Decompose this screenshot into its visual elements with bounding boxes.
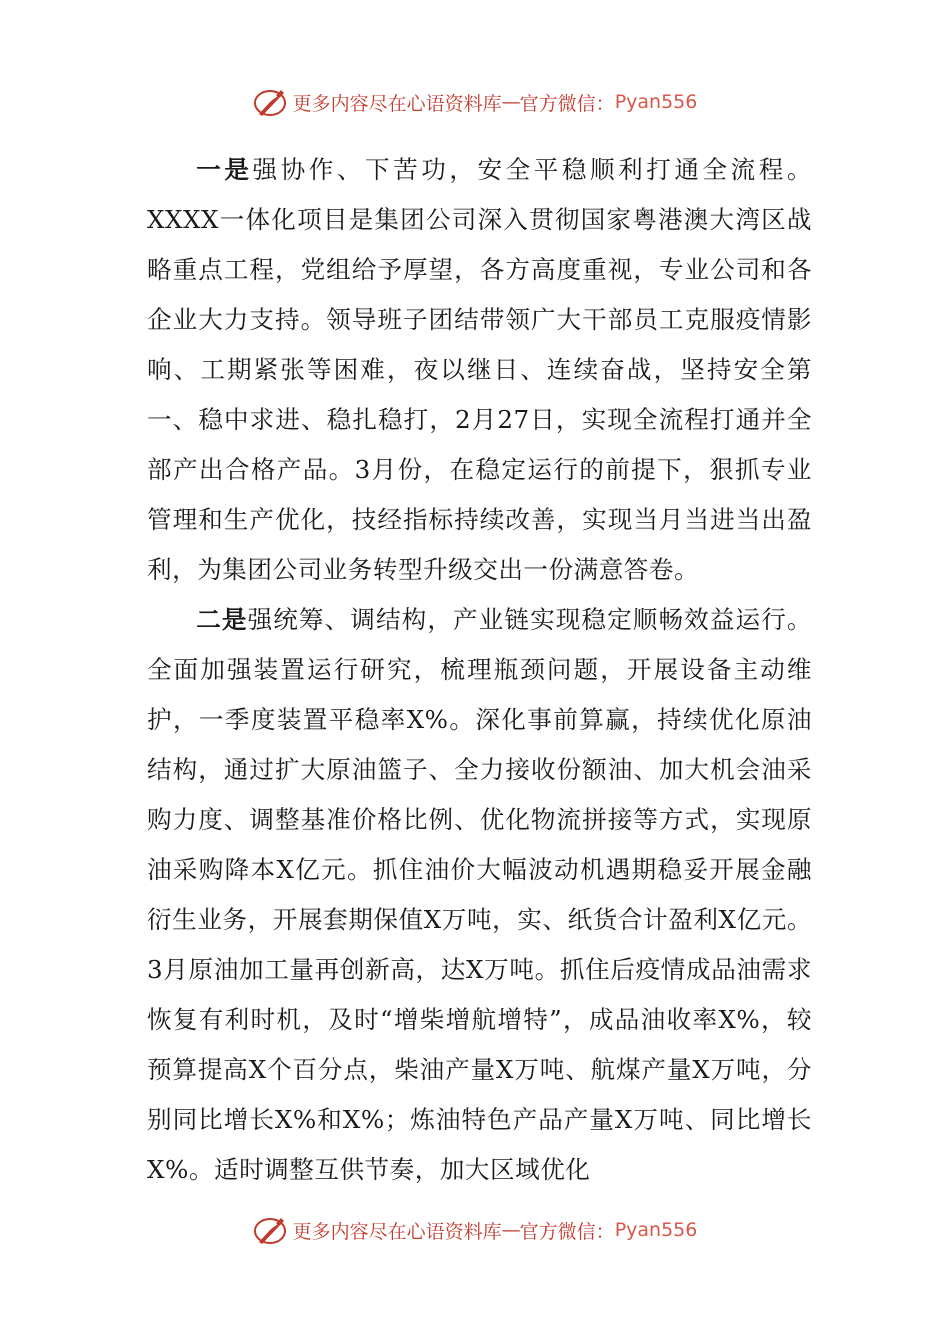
paragraph-2-text: 强统筹、调结构，产业链实现稳定顺畅效益运行。全面加强装置运行研究，梳理瓶颈问题，开展设备主动维护，一季度装置平稳率X%。深化事前算赢，持续优化原油结构，通过扩大原油篮子、全力接收份额油、加大机会油采购力度、调整基准价格比例、优化物流拼接等方式，实现原油采购降本X亿元。抓住油价大幅波动机遇期稳妥开展金融衍生业务，开展套期保值X万吨，实、纸货合计盈利X亿元。3月原油加工量再创新高，达X万吨。抓住后疫情成品油需求恢复有利时机，及时“增柴增航增特”，成品油收率X%，较预算提高X个百分点，柴油产量X万吨、航煤产量X万吨，分别同比增长X%和X%；炼油特色产品产量X万吨、同比增长X%。适时调整互供节奏，加大区域优化 bbox=[147, 605, 812, 1184]
paragraph-2-lead: 二是 bbox=[196, 605, 248, 634]
banner-text: 更多内容尽在心语资料库 bbox=[292, 1220, 502, 1243]
footer-watermark-banner bbox=[0, 1210, 950, 1250]
banner-dash: — bbox=[501, 91, 520, 113]
paragraph-2 bbox=[147, 595, 812, 1195]
paragraph-1 bbox=[147, 145, 812, 595]
quill-logo-icon bbox=[253, 86, 289, 118]
banner-text: 更多内容尽在心语资料库 bbox=[292, 92, 502, 115]
banner-dash: — bbox=[501, 1219, 520, 1241]
header-watermark-banner bbox=[0, 82, 950, 122]
banner-wechat-id: Pyan556 bbox=[614, 91, 698, 113]
banner-wechat-id: Pyan556 bbox=[614, 1219, 698, 1241]
quill-logo-icon bbox=[253, 1214, 289, 1246]
banner-wechat-label: 官方微信： bbox=[519, 92, 615, 115]
paragraph-1-text: 强协作、下苦功，安全平稳顺利打通全流程。XXXX一体化项目是集团公司深入贯彻国家粤港澳大湾区战略重点工程，党组给予厚望，各方高度重视，专业公司和各企业大力支持。领导班子团结带领广大干部员工克服疫情影响、工期紧张等困难，夜以继日、连续奋战，坚持安全第一、稳中求进、稳扎稳打，2月27日，实现全流程打通并全部产出合格产品。3月份，在稳定运行的前提下，狠抓专业管理和生产优化，技经指标持续改善，实现当月当进当出盈利，为集团公司业务转型升级交出一份满意答卷。 bbox=[147, 155, 812, 584]
document-body bbox=[147, 145, 812, 1195]
banner-wechat-label: 官方微信： bbox=[519, 1220, 615, 1243]
paragraph-1-lead: 一是 bbox=[196, 155, 253, 184]
